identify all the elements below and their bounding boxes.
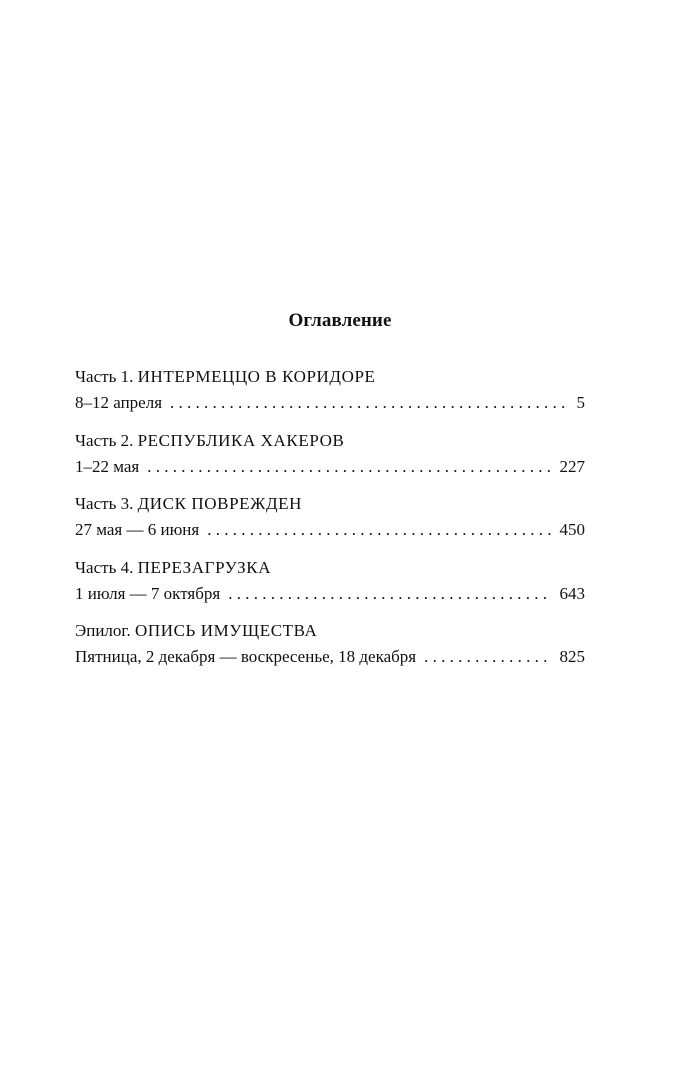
entry-title: РЕСПУБЛИКА ХАКЕРОВ — [137, 430, 345, 450]
toc-entry — [75, 491, 585, 555]
entry-page-number: 227 — [559, 456, 585, 476]
dot-leader — [424, 644, 551, 670]
toc-entry — [75, 555, 585, 619]
entry-title: ДИСК ПОВРЕЖДЕН — [137, 494, 302, 513]
dot-leader — [228, 581, 551, 607]
toc-title: Оглавление — [288, 310, 392, 331]
entry-label: Часть 3. — [75, 494, 134, 513]
dot-leader — [170, 390, 568, 416]
entry-dates: 1–22 мая — [75, 456, 140, 476]
entry-label: Часть 4. — [75, 557, 134, 577]
entry-heading — [75, 491, 585, 517]
entry-line — [75, 454, 585, 480]
entry-dates: 1 июля — 7 октября — [75, 583, 221, 603]
toc-entry — [75, 364, 585, 428]
entry-heading — [75, 428, 585, 454]
entry-heading — [75, 555, 585, 581]
entry-line — [75, 581, 585, 607]
entry-label: Часть 1. — [75, 367, 134, 386]
entry-heading — [75, 364, 585, 390]
entry-page-number: 643 — [559, 583, 585, 603]
entry-title: ПЕРЕЗАГРУЗКА — [137, 557, 272, 577]
entry-page-number: 450 — [559, 520, 585, 539]
dot-leader — [147, 454, 551, 480]
entry-dates: 8–12 апреля — [75, 393, 163, 412]
table-of-contents — [75, 364, 585, 682]
entry-title: ИНТЕРМЕЦЦО В КОРИДОРЕ — [137, 367, 376, 386]
entry-heading — [75, 618, 585, 644]
dot-leader — [207, 517, 551, 543]
toc-entry — [75, 428, 585, 492]
entry-page-number: 5 — [576, 393, 585, 412]
entry-dates: Пятница, 2 декабря — воскресенье, 18 декабря — [75, 647, 417, 666]
toc-entry — [75, 618, 585, 682]
entry-line — [75, 390, 585, 416]
entry-line — [75, 517, 585, 543]
entry-line — [75, 644, 585, 670]
entry-title: ОПИСЬ ИМУЩЕСТВА — [134, 621, 318, 640]
entry-label: Часть 2. — [75, 430, 134, 450]
entry-page-number: 825 — [559, 647, 585, 666]
entry-label: Эпилог. — [75, 621, 131, 640]
entry-dates: 27 мая — 6 июня — [75, 520, 200, 539]
